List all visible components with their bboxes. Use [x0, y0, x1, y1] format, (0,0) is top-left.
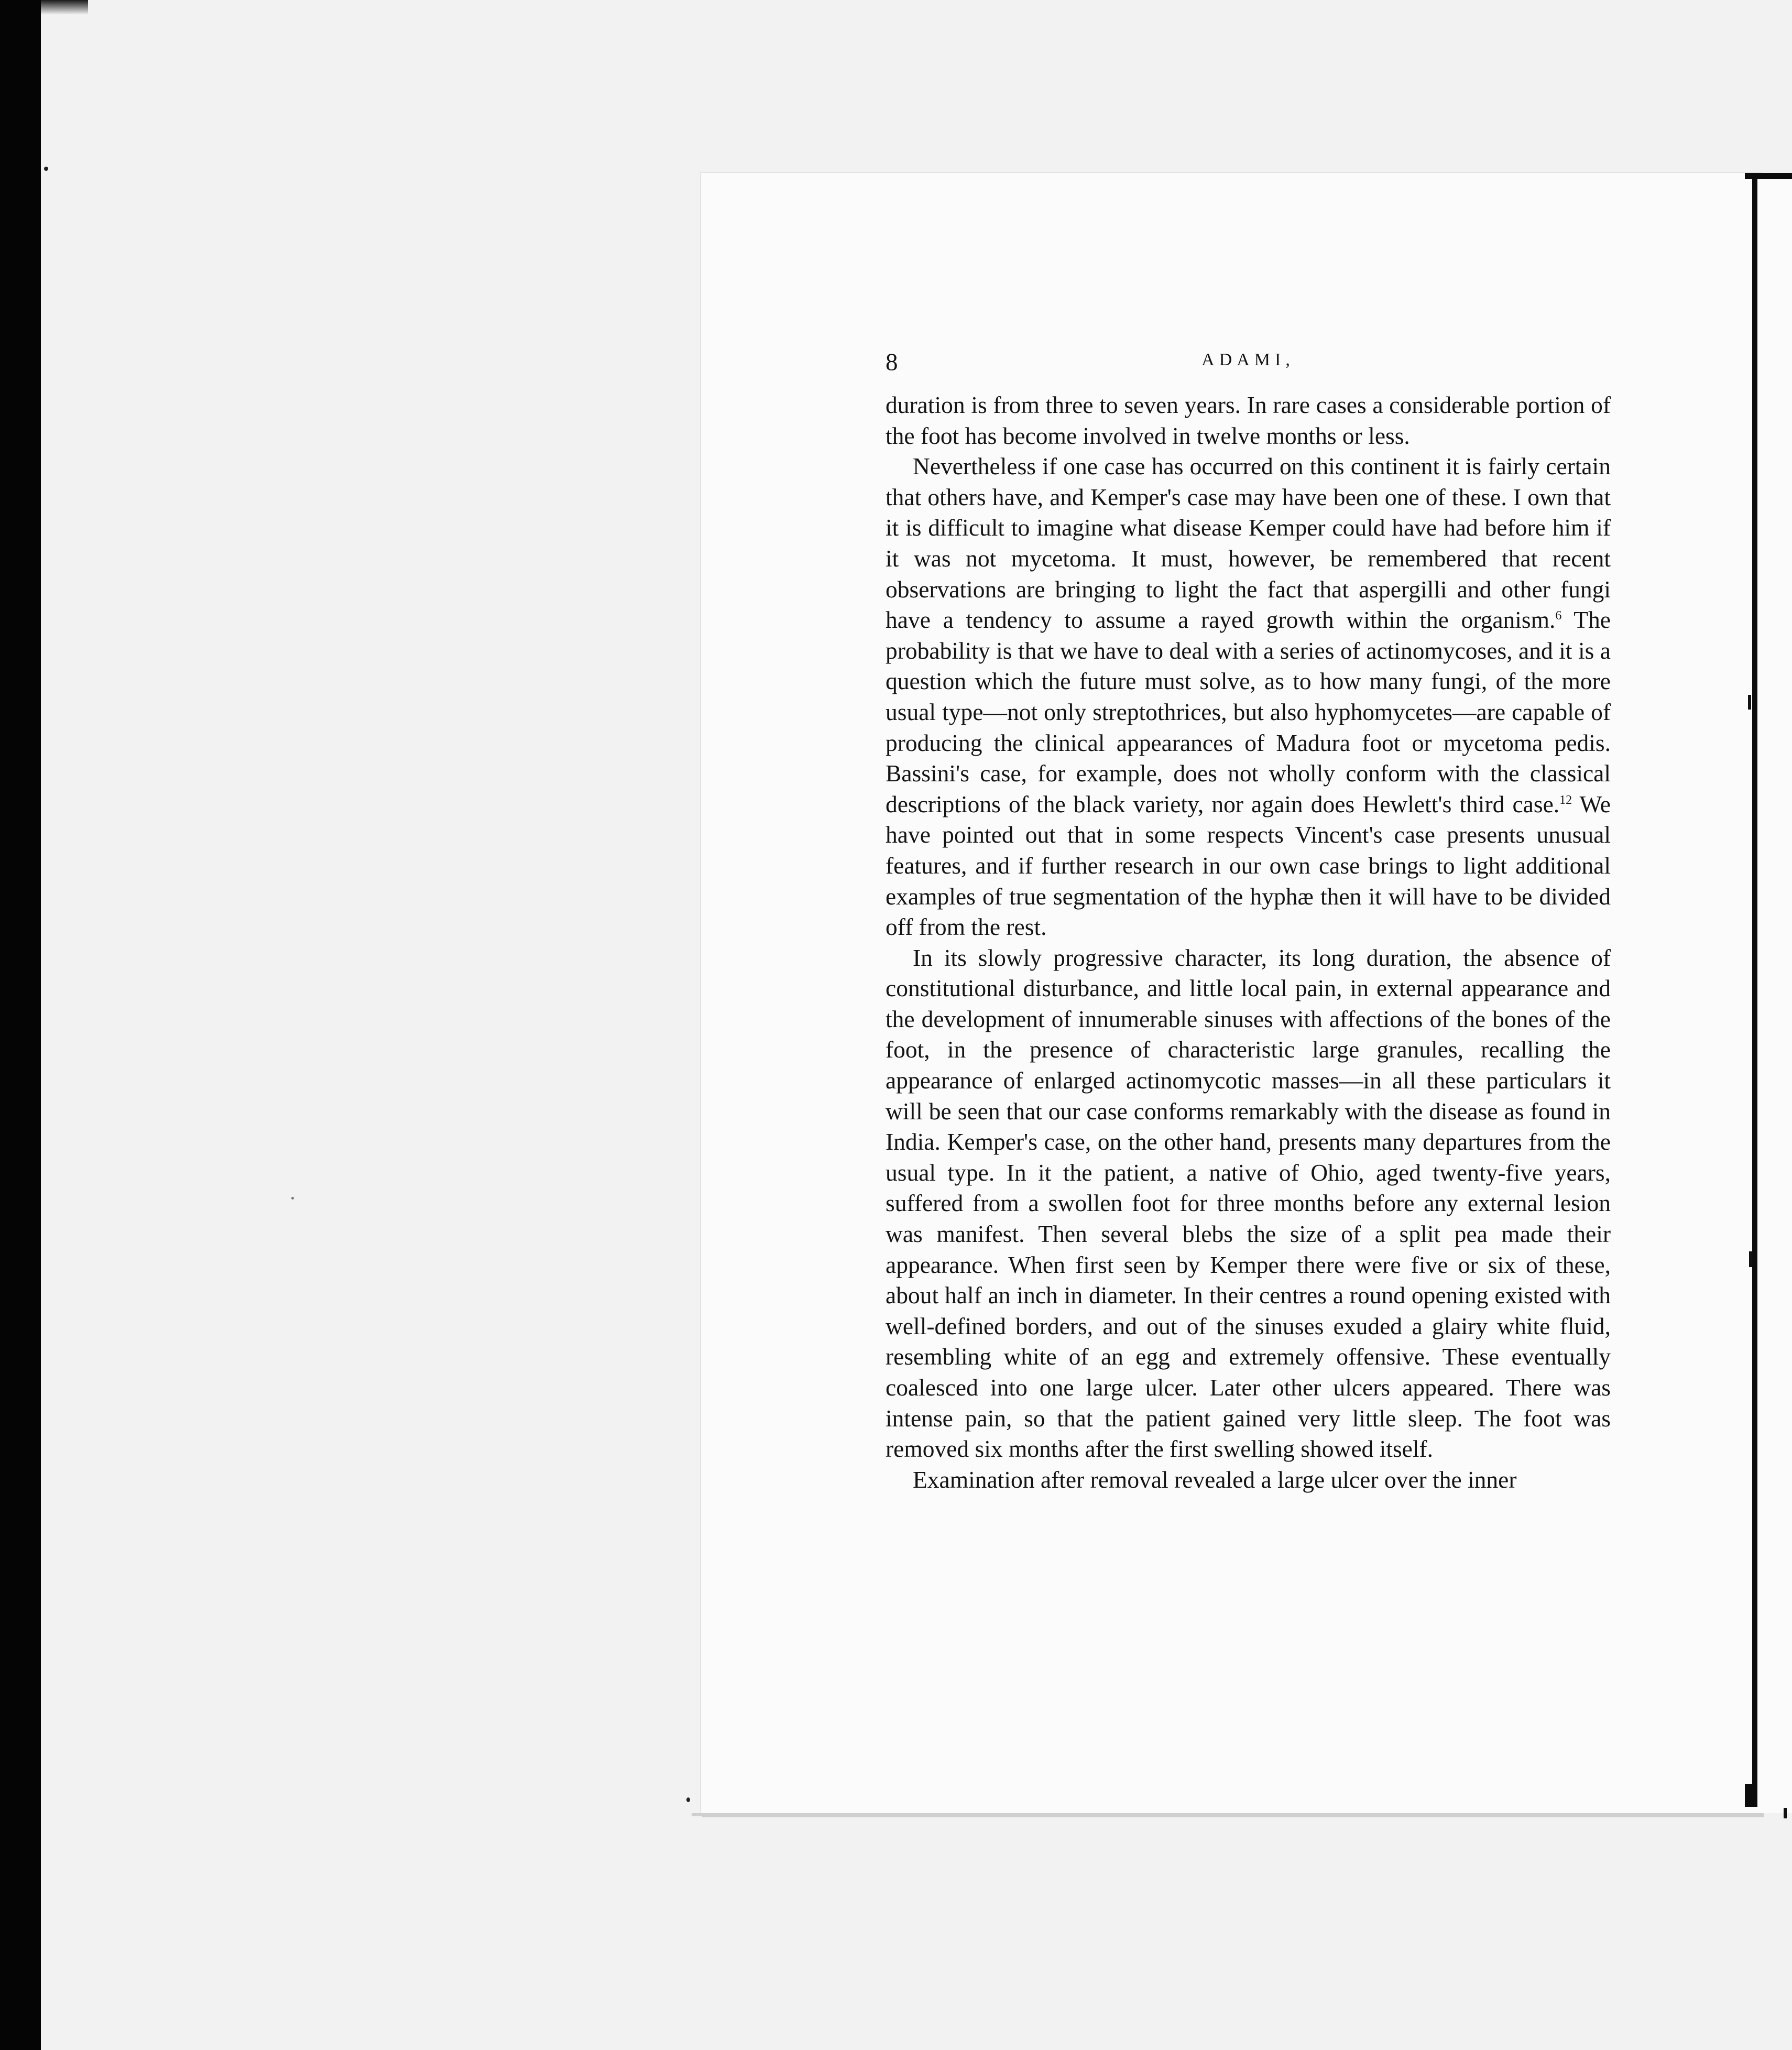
- scan-speck: [686, 1797, 690, 1802]
- running-head: [886, 348, 1611, 390]
- binding-mark: [1749, 1251, 1752, 1267]
- scan-speck: [44, 167, 48, 171]
- paragraph: [886, 390, 1611, 451]
- footnote-reference: 12: [1559, 793, 1572, 807]
- binding-edge: [1752, 176, 1757, 1806]
- paragraph-text: We have pointed out that in some respects Vincent's case presents unusual features, and if further research in our own case brings to light additional examples of true segmentation of the hyphæ then it will have to be divided off from the rest.: [886, 790, 1611, 941]
- paragraph-text: Nevertheless if one case has occurred on this continent it is fairly certain that others have, and Kemper's case may have been one of these. I own that it is difficult to imagine what disease Kemper could have had before him if it was not mycetoma. It must, however, be remembered that recent observations are bringing to light the fact that aspergilli and other fungi have a tendency to assume a rayed growth within the organism.: [886, 453, 1611, 634]
- paragraph: [886, 1465, 1611, 1496]
- binding-edge-bottom: [1745, 1784, 1757, 1807]
- paragraph: [886, 451, 1611, 943]
- paragraph-text: In its slowly progressive character, its long duration, the absence of constitutional disturbance, and little local pain, in external appearance and the development of innumerable sinuses with affections of the bones of the foot, in the presence of characteristic large granules, recalling the appearance of enlarged actinomycotic masses—in all these particulars it will be seen that our case conforms remarkably with the disease as found in India. Kemper's case, on the other hand, presents many departures from the usual type. In it the patient, a native of Ohio, aged twenty-five years, suffered from a swollen foot for three months before any external lesion was manifest. Then several blebs the size of a split pea made their appearance. When first seen by Kemper there were five or six of these, about half an inch in diameter. In their centres a round opening existed with well-defined borders, and out of the sinuses exuded a glairy white fluid, resembling white of an egg and extremely offensive. These eventually coalesced into one large ulcer. Later other ulcers appeared. There was intense pain, so that the patient gained very little sleep. The foot was removed six months after the first swelling showed itself.: [886, 944, 1611, 1463]
- paragraph-text: Examination after removal revealed a large ulcer over the inner: [913, 1466, 1517, 1493]
- scan-speck: [291, 1197, 294, 1200]
- paragraph: [886, 943, 1611, 1465]
- page-edge: [692, 1813, 1763, 1816]
- page-number: 8: [886, 348, 898, 376]
- body-text: [886, 390, 1611, 1495]
- page-content: [886, 348, 1611, 1495]
- footnote-reference: 6: [1555, 609, 1562, 623]
- paragraph-text: The probability is that we have to deal with a series of actinomycoses, and it is a question which the future must solve, as to how many fungi, of the more usual type—not only streptothrices, but also hyphomycetes—are capable of producing the clinical appearances of Madura foot or mycetoma pedis. Bassini's case, for example, does not wholly conform with the classical descriptions of the black variety, nor again does Hewlett's third case.: [886, 606, 1611, 817]
- scan-border-corner: [41, 0, 88, 15]
- binding-mark: [1784, 1808, 1787, 1818]
- scan-border-left: [0, 0, 41, 2050]
- running-title: ADAMI,: [1201, 350, 1295, 369]
- paragraph-text: duration is from three to seven years. In rare cases a considerable portion of the foot has become involved in twelve months or less.: [886, 391, 1611, 449]
- binding-mark: [1748, 695, 1751, 710]
